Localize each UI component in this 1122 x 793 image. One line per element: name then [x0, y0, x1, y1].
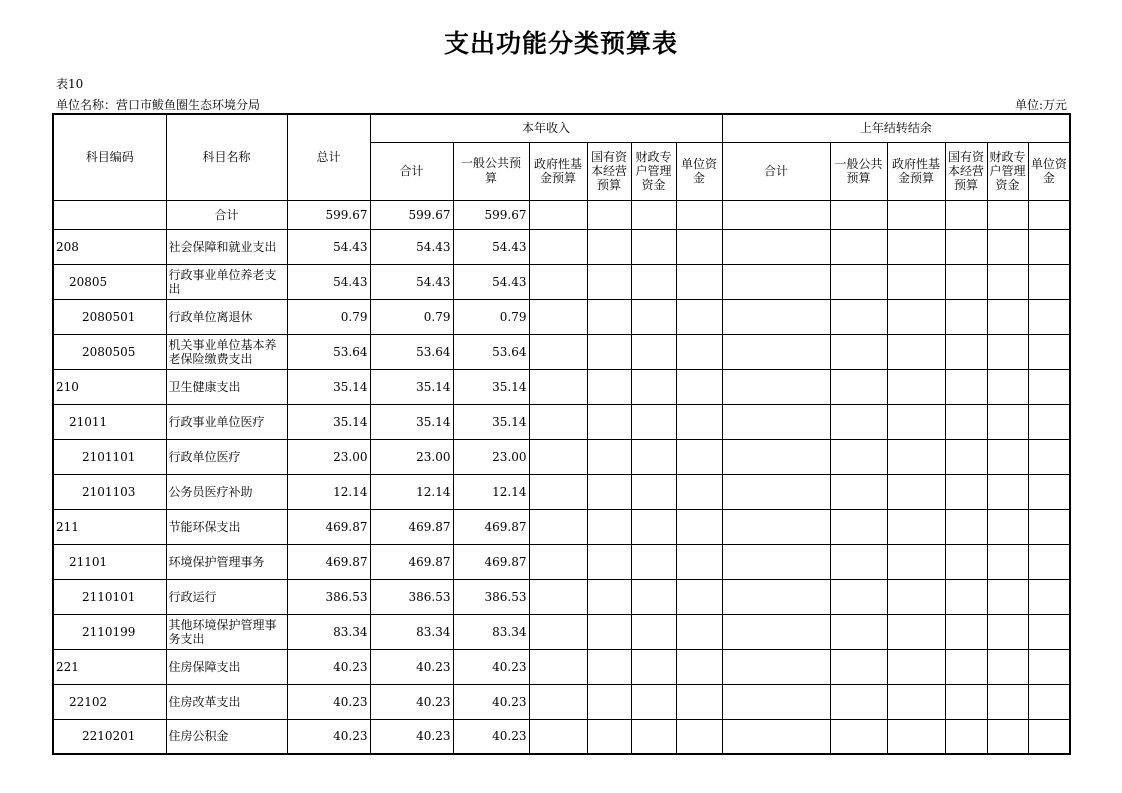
row-general: 469.87	[453, 509, 529, 544]
total-row	[53, 200, 1070, 229]
empty-cell	[631, 264, 676, 299]
row-subtotal: 40.23	[370, 719, 453, 754]
empty-cell	[587, 474, 631, 509]
empty-cell	[945, 334, 987, 369]
empty-cell	[676, 369, 722, 404]
empty-cell	[587, 579, 631, 614]
row-subtotal: 35.14	[370, 369, 453, 404]
row-general: 23.00	[453, 439, 529, 474]
table-row	[53, 229, 1070, 264]
row-subtotal: 53.64	[370, 334, 453, 369]
empty-cell	[1028, 264, 1070, 299]
row-subtotal: 40.23	[370, 684, 453, 719]
row-name	[166, 509, 287, 544]
row-name-text: 社会保障和就业支出	[168, 239, 277, 254]
row-name	[166, 264, 287, 299]
header-unit-fund: 单位资金	[676, 142, 722, 200]
empty-cell	[676, 579, 722, 614]
empty-cell	[529, 614, 587, 649]
empty-cell	[676, 439, 722, 474]
row-name	[166, 334, 287, 369]
empty-cell	[1028, 299, 1070, 334]
empty-cell	[631, 299, 676, 334]
empty-cell	[830, 369, 887, 404]
empty-cell	[631, 404, 676, 439]
empty-cell	[587, 649, 631, 684]
empty-cell	[987, 719, 1028, 754]
empty-cell	[529, 509, 587, 544]
empty-cell	[529, 334, 587, 369]
empty-cell	[722, 544, 830, 579]
row-general: 40.23	[453, 684, 529, 719]
empty-cell	[887, 509, 945, 544]
empty-cell	[887, 579, 945, 614]
header-total: 总计	[287, 114, 370, 200]
unit-name: 单位名称：营口市鲅鱼圈生态环境分局	[56, 98, 261, 112]
empty-cell	[587, 200, 631, 229]
empty-cell	[676, 200, 722, 229]
row-name	[166, 614, 287, 649]
empty-cell	[945, 200, 987, 229]
empty-cell	[887, 334, 945, 369]
row-general: 53.64	[453, 334, 529, 369]
empty-cell	[529, 404, 587, 439]
empty-cell	[587, 544, 631, 579]
empty-cell	[887, 649, 945, 684]
row-name-text: 行政单位离退休	[168, 309, 253, 324]
row-subtotal: 54.43	[370, 264, 453, 299]
empty-cell	[830, 719, 887, 754]
empty-cell	[830, 579, 887, 614]
empty-cell	[887, 614, 945, 649]
empty-cell	[987, 544, 1028, 579]
empty-cell	[830, 649, 887, 684]
empty-cell	[587, 684, 631, 719]
empty-cell	[529, 299, 587, 334]
row-name-text: 其他环境保护管理事务支出	[168, 617, 277, 646]
empty-cell	[887, 684, 945, 719]
row-subtotal: 0.79	[370, 299, 453, 334]
table-row	[53, 299, 1070, 334]
row-name	[166, 579, 287, 614]
row-total: 54.43	[287, 264, 370, 299]
empty-cell	[945, 229, 987, 264]
empty-cell	[529, 544, 587, 579]
empty-cell	[676, 299, 722, 334]
header-carry-fund: 政府性基金预算	[887, 142, 945, 200]
row-code: 208	[53, 229, 166, 264]
empty-cell	[676, 719, 722, 754]
row-name-text: 行政事业单位养老支出	[168, 267, 277, 296]
empty-cell	[587, 719, 631, 754]
empty-cell	[987, 369, 1028, 404]
row-code: 20805	[53, 264, 166, 299]
header-carry-general: 一般公共预算	[830, 142, 887, 200]
empty-cell	[676, 474, 722, 509]
table-row	[53, 684, 1070, 719]
row-code: 2110101	[53, 579, 166, 614]
total-general: 599.67	[453, 200, 529, 229]
row-name-text: 住房公积金	[168, 729, 229, 744]
empty-cell	[722, 719, 830, 754]
empty-cell	[529, 264, 587, 299]
empty-cell	[631, 229, 676, 264]
row-total: 35.14	[287, 369, 370, 404]
header-fund-budget: 政府性基金预算	[529, 142, 587, 200]
empty-cell	[1028, 509, 1070, 544]
empty-cell	[987, 334, 1028, 369]
empty-cell	[1028, 404, 1070, 439]
row-general: 35.14	[453, 369, 529, 404]
empty-cell	[587, 334, 631, 369]
empty-cell	[987, 684, 1028, 719]
empty-cell	[587, 264, 631, 299]
empty-cell	[631, 200, 676, 229]
empty-cell	[887, 544, 945, 579]
header-carry-unit: 单位资金	[1028, 142, 1070, 200]
row-total: 469.87	[287, 544, 370, 579]
row-name	[166, 229, 287, 264]
row-subtotal: 386.53	[370, 579, 453, 614]
empty-cell	[587, 439, 631, 474]
row-name	[166, 299, 287, 334]
table-row	[53, 369, 1070, 404]
row-name-text: 行政事业单位医疗	[168, 414, 265, 429]
empty-cell	[1028, 614, 1070, 649]
empty-cell	[631, 334, 676, 369]
row-name-text: 公务员医疗补助	[168, 484, 253, 499]
row-code: 2080505	[53, 334, 166, 369]
empty-cell	[830, 684, 887, 719]
row-subtotal: 54.43	[370, 229, 453, 264]
empty-cell	[529, 369, 587, 404]
empty-cell	[1028, 719, 1070, 754]
empty-cell	[945, 684, 987, 719]
empty-cell	[676, 509, 722, 544]
empty-cell	[887, 229, 945, 264]
empty-cell	[676, 684, 722, 719]
empty-cell	[587, 404, 631, 439]
row-general: 35.14	[453, 404, 529, 439]
empty-cell	[945, 264, 987, 299]
row-total: 469.87	[287, 509, 370, 544]
empty-cell	[945, 369, 987, 404]
empty-cell	[830, 509, 887, 544]
row-code: 2080501	[53, 299, 166, 334]
empty-cell	[987, 474, 1028, 509]
empty-cell	[887, 369, 945, 404]
empty-cell	[529, 719, 587, 754]
empty-cell	[830, 544, 887, 579]
empty-cell	[722, 439, 830, 474]
empty-cell	[830, 404, 887, 439]
row-subtotal: 23.00	[370, 439, 453, 474]
empty-cell	[587, 299, 631, 334]
empty-cell	[676, 614, 722, 649]
table-row	[53, 544, 1070, 579]
empty-cell	[887, 439, 945, 474]
header-general-budget: 一般公共预算	[453, 142, 529, 200]
empty-cell	[631, 369, 676, 404]
row-code: 2101103	[53, 474, 166, 509]
row-total: 40.23	[287, 649, 370, 684]
empty-cell	[722, 509, 830, 544]
empty-cell	[722, 229, 830, 264]
empty-cell	[1028, 684, 1070, 719]
empty-cell	[1028, 369, 1070, 404]
row-name	[166, 684, 287, 719]
row-general: 54.43	[453, 264, 529, 299]
header-carry-subtotal: 合计	[722, 142, 830, 200]
empty-cell	[587, 614, 631, 649]
row-code: 2110199	[53, 614, 166, 649]
empty-cell	[722, 200, 830, 229]
row-code: 2210201	[53, 719, 166, 754]
empty-cell	[529, 684, 587, 719]
header-carry-special: 财政专户管理资金	[987, 142, 1028, 200]
row-subtotal: 40.23	[370, 649, 453, 684]
empty-cell	[631, 544, 676, 579]
table-row	[53, 334, 1070, 369]
table-row	[53, 474, 1070, 509]
table-row	[53, 439, 1070, 474]
empty-cell	[529, 229, 587, 264]
row-general: 40.23	[453, 649, 529, 684]
row-code: 21101	[53, 544, 166, 579]
table-row	[53, 264, 1070, 299]
table-number: 表10	[56, 77, 84, 91]
empty-cell	[722, 264, 830, 299]
total-total: 599.67	[287, 200, 370, 229]
empty-cell	[722, 579, 830, 614]
row-total: 54.43	[287, 229, 370, 264]
empty-cell	[987, 229, 1028, 264]
row-code: 221	[53, 649, 166, 684]
empty-cell	[830, 334, 887, 369]
row-code: 210	[53, 369, 166, 404]
empty-cell	[945, 439, 987, 474]
empty-cell	[1028, 579, 1070, 614]
empty-cell	[587, 229, 631, 264]
header-current-income: 本年收入	[370, 114, 722, 142]
empty-cell	[945, 719, 987, 754]
table-row	[53, 404, 1070, 439]
empty-cell	[587, 369, 631, 404]
empty-cell	[945, 404, 987, 439]
empty-cell	[945, 474, 987, 509]
row-code: 22102	[53, 684, 166, 719]
header-code: 科目编码	[53, 114, 166, 200]
row-code: 2101101	[53, 439, 166, 474]
page-title: 支出功能分类预算表	[443, 29, 678, 58]
empty-cell	[830, 229, 887, 264]
empty-cell	[676, 404, 722, 439]
table-row	[53, 614, 1070, 649]
row-name-text: 卫生健康支出	[168, 379, 241, 394]
empty-cell	[1028, 649, 1070, 684]
empty-cell	[887, 474, 945, 509]
empty-cell	[722, 474, 830, 509]
total-code-cell	[53, 200, 166, 229]
total-label: 合计	[166, 200, 287, 229]
empty-cell	[987, 649, 1028, 684]
header-name: 科目名称	[166, 114, 287, 200]
empty-cell	[722, 404, 830, 439]
empty-cell	[631, 684, 676, 719]
empty-cell	[1028, 544, 1070, 579]
empty-cell	[887, 719, 945, 754]
empty-cell	[987, 200, 1028, 229]
row-name-text: 行政运行	[168, 589, 217, 604]
unit-label: 单位:万元	[1014, 98, 1067, 112]
row-name	[166, 439, 287, 474]
row-general: 0.79	[453, 299, 529, 334]
empty-cell	[830, 614, 887, 649]
empty-cell	[830, 474, 887, 509]
row-subtotal: 469.87	[370, 509, 453, 544]
empty-cell	[722, 334, 830, 369]
empty-cell	[887, 264, 945, 299]
empty-cell	[676, 544, 722, 579]
row-total: 40.23	[287, 684, 370, 719]
row-subtotal: 12.14	[370, 474, 453, 509]
row-total: 53.64	[287, 334, 370, 369]
empty-cell	[987, 404, 1028, 439]
row-name	[166, 369, 287, 404]
empty-cell	[830, 439, 887, 474]
header-carryover: 上年结转结余	[722, 114, 1070, 142]
row-total: 35.14	[287, 404, 370, 439]
row-subtotal: 469.87	[370, 544, 453, 579]
header-state-capital: 国有资本经营预算	[587, 142, 631, 200]
row-name-text: 住房保障支出	[168, 659, 241, 674]
empty-cell	[945, 614, 987, 649]
empty-cell	[631, 719, 676, 754]
row-total: 0.79	[287, 299, 370, 334]
empty-cell	[631, 649, 676, 684]
empty-cell	[987, 579, 1028, 614]
empty-cell	[987, 614, 1028, 649]
empty-cell	[722, 614, 830, 649]
empty-cell	[587, 509, 631, 544]
row-general: 469.87	[453, 544, 529, 579]
empty-cell	[887, 200, 945, 229]
empty-cell	[631, 509, 676, 544]
empty-cell	[722, 369, 830, 404]
empty-cell	[945, 509, 987, 544]
empty-cell	[987, 299, 1028, 334]
empty-cell	[529, 200, 587, 229]
row-general: 54.43	[453, 229, 529, 264]
empty-cell	[830, 264, 887, 299]
empty-cell	[1028, 229, 1070, 264]
row-name-text: 环境保护管理事务	[168, 554, 265, 569]
budget-table	[52, 113, 1071, 755]
row-general: 40.23	[453, 719, 529, 754]
empty-cell	[529, 474, 587, 509]
empty-cell	[529, 439, 587, 474]
header-subtotal: 合计	[370, 142, 453, 200]
total-subtotal: 599.67	[370, 200, 453, 229]
row-name	[166, 474, 287, 509]
empty-cell	[887, 404, 945, 439]
empty-cell	[887, 299, 945, 334]
empty-cell	[676, 334, 722, 369]
empty-cell	[945, 299, 987, 334]
empty-cell	[676, 229, 722, 264]
empty-cell	[1028, 200, 1070, 229]
empty-cell	[631, 439, 676, 474]
row-name	[166, 719, 287, 754]
row-general: 12.14	[453, 474, 529, 509]
empty-cell	[987, 439, 1028, 474]
row-general: 386.53	[453, 579, 529, 614]
row-name-text: 节能环保支出	[168, 519, 241, 534]
empty-cell	[631, 614, 676, 649]
header-special-fund: 财政专户管理资金	[631, 142, 676, 200]
empty-cell	[722, 649, 830, 684]
empty-cell	[529, 649, 587, 684]
empty-cell	[945, 579, 987, 614]
row-name-text: 住房改革支出	[168, 694, 241, 709]
row-total: 386.53	[287, 579, 370, 614]
header-row-1	[53, 114, 1070, 142]
empty-cell	[945, 649, 987, 684]
empty-cell	[1028, 439, 1070, 474]
empty-cell	[945, 544, 987, 579]
row-subtotal: 35.14	[370, 404, 453, 439]
empty-cell	[1028, 474, 1070, 509]
row-subtotal: 83.34	[370, 614, 453, 649]
row-total: 23.00	[287, 439, 370, 474]
table-row	[53, 649, 1070, 684]
empty-cell	[987, 509, 1028, 544]
header-carry-state: 国有资本经营预算	[945, 142, 987, 200]
row-name-text: 机关事业单位基本养老保险缴费支出	[168, 337, 277, 366]
table-row	[53, 509, 1070, 544]
row-code: 21011	[53, 404, 166, 439]
empty-cell	[722, 299, 830, 334]
empty-cell	[676, 264, 722, 299]
empty-cell	[830, 299, 887, 334]
row-total: 40.23	[287, 719, 370, 754]
empty-cell	[631, 474, 676, 509]
row-total: 12.14	[287, 474, 370, 509]
row-name	[166, 649, 287, 684]
row-name	[166, 404, 287, 439]
row-total: 83.34	[287, 614, 370, 649]
row-name	[166, 544, 287, 579]
empty-cell	[631, 579, 676, 614]
row-name-text: 行政单位医疗	[168, 449, 241, 464]
empty-cell	[529, 579, 587, 614]
table-row	[53, 719, 1070, 754]
empty-cell	[830, 200, 887, 229]
row-general: 83.34	[453, 614, 529, 649]
row-code: 211	[53, 509, 166, 544]
empty-cell	[676, 649, 722, 684]
empty-cell	[987, 264, 1028, 299]
table-row	[53, 579, 1070, 614]
empty-cell	[722, 684, 830, 719]
empty-cell	[1028, 334, 1070, 369]
